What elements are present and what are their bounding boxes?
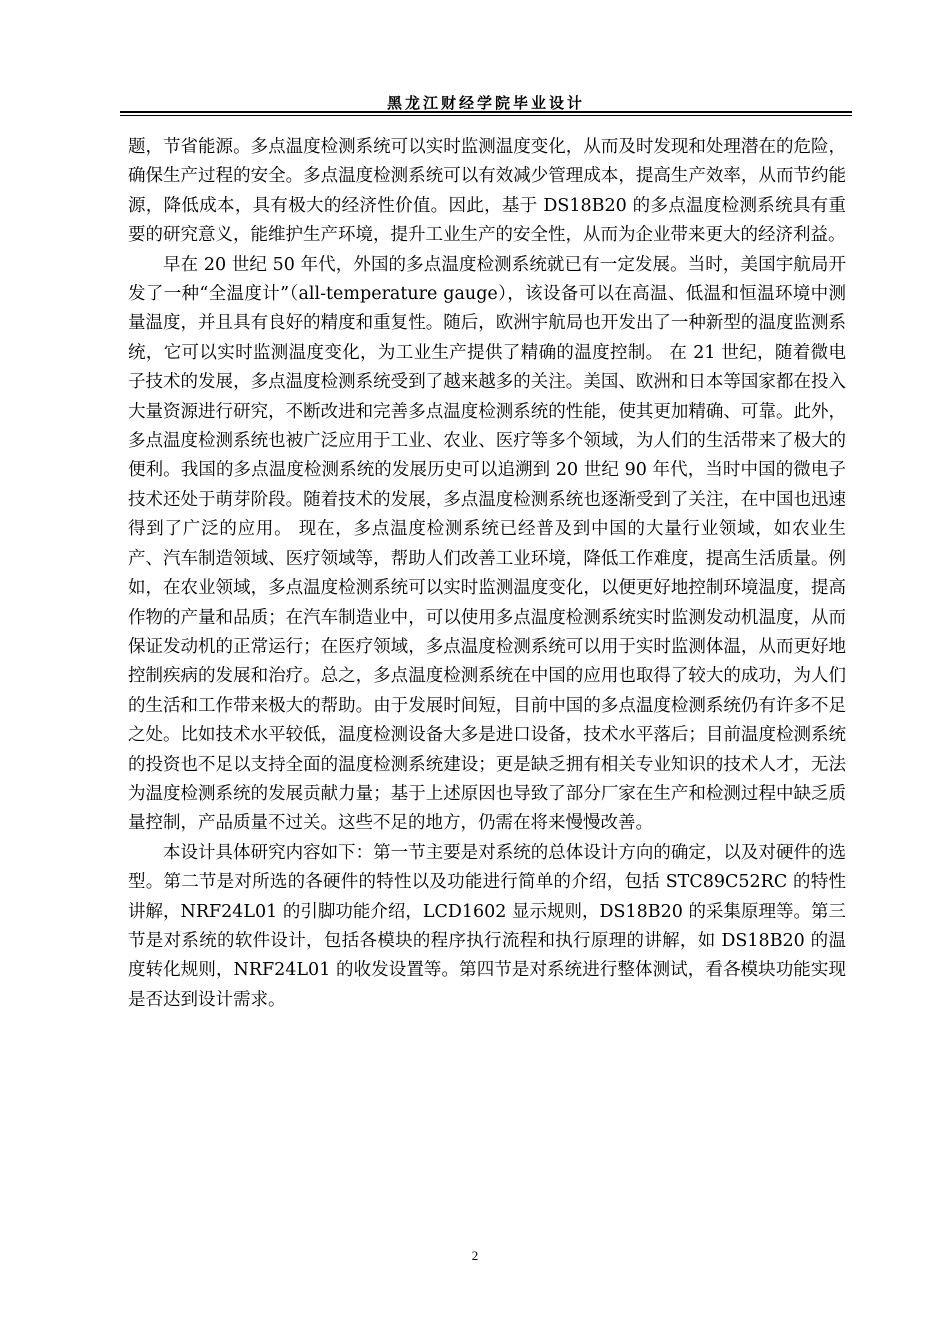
document-body [128,133,846,1015]
paragraph-research-content: 本设计具体研究内容如下：第一节主要是对系统的总体设计方向的确定，以及对硬件的选型。第二节是对所选的各硬件的特性以及功能进行简单的介绍，包括 STC89C52RC 的特性讲解，NRF24L01 的引脚功能介绍，LCD1602 显示规则，DS18B20 的采集原理等。第三节是对系统的软件设计，包括各模块的程序执行流程和执行原理的讲解，如 DS18B20 的温度转化规则，NRF24L01 的收发设置等。第四节是对系统进行整体测试，看各模块功能实现是否达到设计需求。 [128,842,846,1010]
page-number: 2 [471,1248,479,1263]
page-header-title: 黑龙江财经学院毕业设计 [386,94,585,112]
paragraph-continuation: 题，节省能源。多点温度检测系统可以实时监测温度变化，从而及时发现和处理潜在的危险，确保生产过程的安全。多点温度检测系统可以有效减少管理成本，提高生产效率，从而节约能源，降低成本，具有极大的经济性价值。因此，基于 DS18B20 的多点温度检测系统具有重要的研究意义，能维护生产环境，提升工业生产的安全性，从而为企业带来更大的经济利益。 [128,137,846,246]
header-divider [120,111,852,116]
paragraph-history: 早在 20 世纪 50 年代，外国的多点温度检测系统就已有一定发展。当时，美国宇航局开发了一种“全温度计”（all-temperature gauge），该设备可以在高温、低温和恒温环境中测量温度，并且具有良好的精度和重复性。随后，欧洲宇航局也开发出了一种新型的温度监测系统，它可以实时监测温度变化，为工业生产提供了精确的温度控制。 在 21 世纪，随着微电子技术的发展，多点温度检测系统受到了越来越多的关注。美国、欧洲和日本等国家都在投入大量资源进行研究，不断改进和完善多点温度检测系统的性能，使其更加精确、可靠。此外，多点温度检测系统也被广泛应用于工业、农业、医疗等多个领域，为人们的生活带来了极大的便利。我国的多点温度检测系统的发展历史可以追溯到 20 世纪 90 年代，当时中国的微电子技术还处于萌芽阶段。随着技术的发展，多点温度检测系统也逐渐受到了关注，在中国也迅速得到了广泛的应用。 现在，多点温度检测系统已经普及到中国的大量行业领域，如农业生产、汽车制造领域、医疗领域等，帮助人们改善工业环境，降低工作难度，提高生活质量。例如，在农业领域，多点温度检测系统可以实时监测温度变化，以便更好地控制环境温度，提高作物的产量和品质；在汽车制造业中，可以使用多点温度检测系统实时监测发动机温度，从而保证发动机的正常运行；在医疗领域，多点温度检测系统可以用于实时监测体温，从而更好地控制疾病的发展和治疗。总之，多点温度检测系统在中国的应用也取得了较大的成功，为人们的生活和工作带来极大的帮助。由于发展时间短，目前中国的多点温度检测系统仍有许多不足之处。比如技术水平较低，温度检测设备大多是进口设备，技术水平落后；目前温度检测系统的投资也不足以支持全面的温度检测系统建设；更是缺乏拥有相关专业知识的技术人才，无法为温度检测系统的发展贡献力量；基于上述原因也导致了部分厂家在生产和检测过程中缺乏质量控制，产品质量不过关。这些不足的地方，仍需在将来慢慢改善。 [128,254,846,834]
